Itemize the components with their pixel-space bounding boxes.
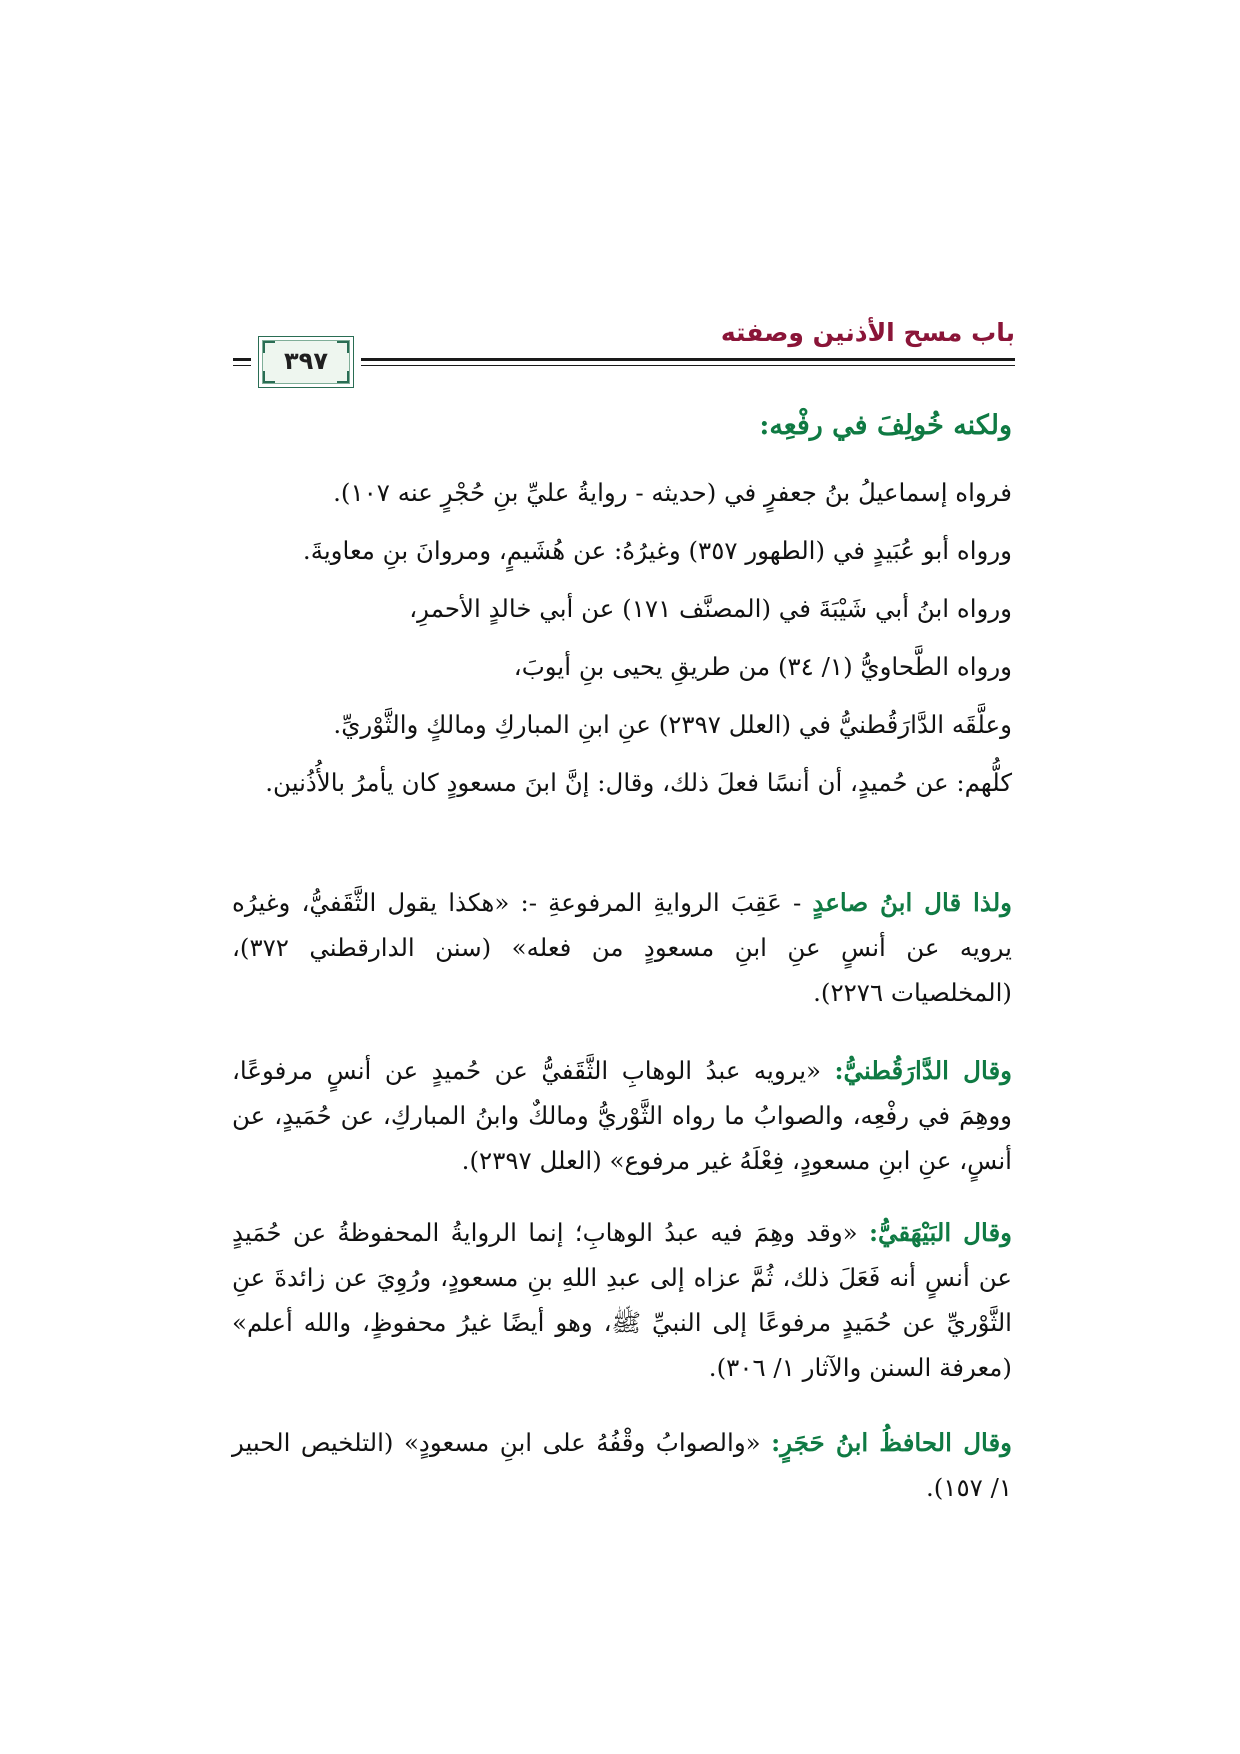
quote-paragraph xyxy=(232,1420,1012,1510)
page-number: ٣٩٧ xyxy=(284,347,328,375)
quote-speaker: وقال البَيْهَقيُّ: xyxy=(868,1218,1012,1247)
quote-paragraph xyxy=(232,880,1012,1015)
quote-speaker: وقال الحافظُ ابنُ حَجَرٍ: xyxy=(771,1428,1012,1457)
narration-line: فرواه إسماعيلُ بنُ جعفرٍ في (حديثه - روايةُ عليِّ بنِ حُجْرٍ عنه ١٠٧). xyxy=(333,478,1012,507)
narration-line: كلُّهم: عن حُميدٍ، أن أنسًا فعلَ ذلك، وقال: إنَّ ابنَ مسعودٍ كان يأمرُ بالأُذُنين. xyxy=(265,768,1012,797)
quote-paragraph xyxy=(232,1210,1012,1390)
quote-paragraph xyxy=(232,1048,1012,1183)
quote-text: - عَقِبَ الروايةِ المرفوعةِ -: «هكذا يقول الثَّقَفيُّ، وغيرُه يرويه عن أنسٍ عنِ ابنِ مسعودٍ من فعله» (سنن الدارقطني ٣٧٢)، (المخلصيات ٢٢٧٦). xyxy=(232,888,1012,1007)
quote-text: «يرويه عبدُ الوهابِ الثَّقَفيُّ عن حُميدٍ عن أنسٍ مرفوعًا، ووهِمَ في رفْعِه، والصوابُ ما رواه الثَّوْريُّ ومالكٌ وابنُ المباركِ، عن حُمَيدٍ، عن أنسٍ، عنِ ابنِ مسعودٍ، فِعْلَهُ غير مرفوع» (العلل ٢٣٩٧). xyxy=(232,1056,1012,1175)
chapter-title: باب مسح الأذنين وصفته xyxy=(720,318,1015,347)
narration-line: ورواه أبو عُبَيدٍ في (الطهور ٣٥٧) وغيرُهُ: عن هُشَيمٍ، ومروانَ بنِ معاويةَ. xyxy=(302,536,1012,565)
narrations-block xyxy=(232,464,1012,804)
header-rule-left-thin xyxy=(233,365,251,366)
quote-text: «وقد وهِمَ فيه عبدُ الوهابِ؛ إنما الروايةُ المحفوظةُ عن حُمَيدٍ عن أنسٍ أنه فَعَلَ ذلك، ثُمَّ عزاه إلى عبدِ اللهِ بنِ مسعودٍ، ورُوِيَ عن زائدةَ عنِ الثَّوْريِّ عن حُمَيدٍ مرفوعًا إلى النبيِّ ﷺ، وهو أيضًا غيرُ محفوظٍ، والله أعلم» (معرفة السنن والآثار ١/ ٣٠٦). xyxy=(232,1218,1012,1382)
narration-line: وعلَّقَه الدَّارَقُطنيُّ في (العلل ٢٣٩٧) عنِ ابنِ المباركِ ومالكٍ والثَّوْريِّ. xyxy=(333,710,1012,739)
header-rule-left xyxy=(233,358,251,361)
quote-speaker: ولذا قال ابنُ صاعدٍ xyxy=(812,888,1012,917)
page-number-frame xyxy=(258,336,354,388)
narration-line: ورواه ابنُ أبي شَيْبَةَ في (المصنَّف ١٧١) عن أبي خالدٍ الأحمرِ، xyxy=(409,594,1012,623)
page-header xyxy=(233,318,1015,390)
quote-text: «والصوابُ وقْفُهُ على ابنِ مسعودٍ» (التلخيص الحبير ١/ ١٥٧). xyxy=(232,1428,1012,1502)
header-rule xyxy=(361,358,1015,361)
header-rule-thin xyxy=(361,365,1015,366)
section-heading: ولكنه خُولِفَ في رفْعِه: xyxy=(759,410,1012,441)
quote-speaker: وقال الدَّارَقُطنيُّ: xyxy=(834,1056,1012,1085)
narration-line: ورواه الطَّحاويُّ (١/ ٣٤) من طريقِ يحيى بنِ أيوبَ، xyxy=(513,652,1012,681)
